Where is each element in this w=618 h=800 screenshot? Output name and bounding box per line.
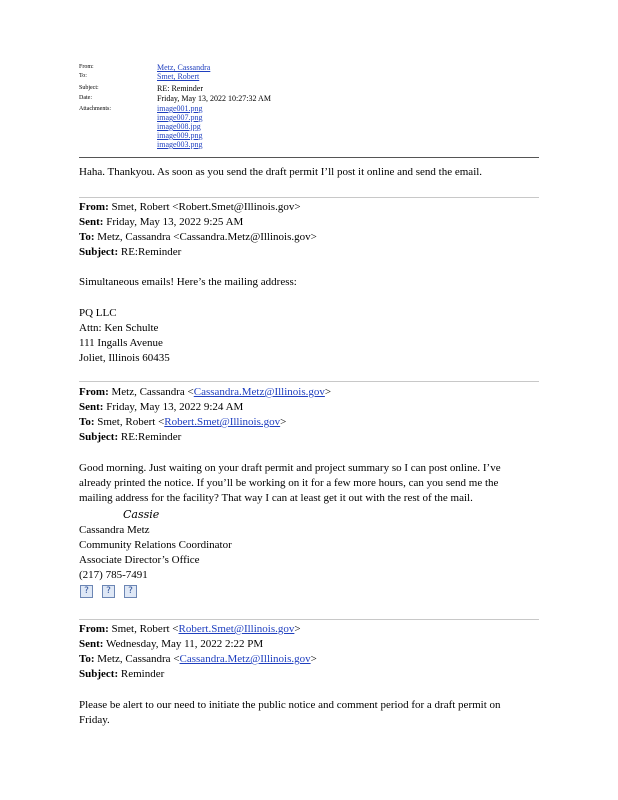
msg3-to-line — [79, 653, 317, 665]
msg1-subject-value: RE:Reminder — [120, 246, 182, 258]
message-divider — [79, 197, 539, 198]
gt-symbol: > — [280, 416, 287, 428]
gt-symbol: > — [324, 386, 332, 398]
msg1-to-label: To: — [79, 231, 95, 243]
msg2-body-line: Good morning. Just waiting on your draft permit and project summary so I can post online. I’ve — [79, 462, 501, 474]
msg2-to-email-link[interactable]: Robert.Smet@Illinois.gov — [164, 416, 281, 428]
msg2-from-label: From: — [79, 386, 109, 398]
msg2-from-email-link[interactable]: Cassandra.Metz@Illinois.gov — [193, 386, 325, 398]
lt-symbol: < — [173, 653, 180, 665]
msg2-subject-label: Subject: — [79, 431, 119, 443]
signature-script: Cassie — [123, 508, 160, 521]
msg3-from-line — [79, 623, 301, 635]
address-line: PQ LLC — [79, 307, 117, 319]
msg3-subject-value: Reminder — [120, 668, 165, 680]
msg2-sent-line — [79, 401, 243, 413]
placeholder-image-icon[interactable]: ? — [80, 585, 93, 598]
msg1-sent-value: Friday, May 13, 2022 9:25 AM — [106, 216, 244, 228]
gt-symbol: > — [294, 623, 301, 635]
msg3-sent-label: Sent: — [79, 638, 104, 650]
msg3-to-label: To: — [79, 653, 95, 665]
msg2-to-label: To: — [79, 416, 95, 428]
from-link[interactable]: Metz, Cassandra — [157, 63, 211, 72]
msg1-body: Simultaneous emails! Here’s the mailing address: — [79, 276, 297, 288]
msg3-body-line: Friday. — [79, 714, 110, 726]
msg2-subject-value: RE:Reminder — [120, 431, 182, 443]
signature-line: (217) 785-7491 — [79, 569, 148, 581]
msg1-sent-line — [79, 216, 243, 228]
msg3-from-name: Smet, Robert — [111, 623, 170, 635]
attachment-link[interactable]: image001.png — [157, 104, 203, 113]
top-message: Haha. Thankyou. As soon as you send the draft permit I’ll post it online and send the email. — [79, 166, 483, 178]
placeholder-image-icon[interactable]: ? — [102, 585, 115, 598]
msg1-from-label: From: — [79, 201, 109, 213]
msg3-sent-line — [79, 638, 263, 650]
date-label: Date: — [79, 95, 92, 101]
placeholder-image-icon[interactable]: ? — [124, 585, 137, 598]
msg1-subject-line — [79, 246, 181, 258]
subject-value: RE: Reminder — [157, 84, 203, 93]
message-divider — [79, 381, 539, 382]
attachments-label: Attachments: — [79, 106, 111, 112]
msg1-to-value: Metz, Cassandra <Cassandra.Metz@Illinois.gov> — [97, 231, 317, 243]
to-label: To: — [79, 73, 87, 79]
attachment-link[interactable]: image007.png — [157, 113, 203, 122]
lt-symbol: < — [158, 416, 165, 428]
header-divider — [79, 157, 539, 158]
msg3-subject-label: Subject: — [79, 668, 119, 680]
msg2-from-line — [79, 386, 331, 398]
lt-symbol: < — [172, 623, 179, 635]
msg3-to-email-link[interactable]: Cassandra.Metz@Illinois.gov — [179, 653, 311, 665]
msg1-from-value: Smet, Robert <Robert.Smet@Illinois.gov> — [111, 201, 301, 213]
signature-line: Community Relations Coordinator — [79, 539, 232, 551]
gt-symbol: > — [310, 653, 317, 665]
address-line: Attn: Ken Schulte — [79, 322, 159, 334]
msg1-sent-label: Sent: — [79, 216, 104, 228]
signature-line: Cassandra Metz — [79, 524, 150, 536]
msg2-from-name: Metz, Cassandra — [111, 386, 185, 398]
message-divider — [79, 619, 539, 620]
msg1-to-line — [79, 231, 317, 243]
msg2-sent-value: Friday, May 13, 2022 9:24 AM — [106, 401, 244, 413]
msg2-body-line: mailing address for the facility? That way I can at least get it out with the rest of the mail. — [79, 492, 473, 504]
attachment-link[interactable]: image009.png — [157, 131, 203, 140]
msg3-subject-line — [79, 668, 164, 680]
msg3-from-label: From: — [79, 623, 109, 635]
address-line: 111 Ingalls Avenue — [79, 337, 163, 349]
to-link[interactable]: Smet, Robert — [157, 72, 200, 81]
msg2-to-line — [79, 416, 286, 428]
msg3-from-email-link[interactable]: Robert.Smet@Illinois.gov — [178, 623, 295, 635]
msg3-sent-value: Wednesday, May 11, 2022 2:22 PM — [106, 638, 264, 650]
attachment-link[interactable]: image003.png — [157, 140, 203, 149]
msg1-subject-label: Subject: — [79, 246, 119, 258]
lt-symbol: < — [187, 386, 194, 398]
msg2-subject-line — [79, 431, 181, 443]
from-label: From: — [79, 64, 94, 70]
attachment-link[interactable]: image008.jpg — [157, 122, 201, 131]
subject-label: Subject: — [79, 85, 99, 91]
msg3-body-line: Please be alert to our need to initiate the public notice and comment period for a draft permit on — [79, 699, 501, 711]
msg2-to-name: Smet, Robert — [97, 416, 156, 428]
msg2-sent-label: Sent: — [79, 401, 104, 413]
msg3-to-name: Metz, Cassandra — [97, 653, 171, 665]
msg2-body-line: already printed the notice. If you’ll be working on it for a few more hours, can you send me the — [79, 477, 499, 489]
date-value: Friday, May 13, 2022 10:27:32 AM — [157, 94, 271, 103]
msg1-from-line — [79, 201, 301, 213]
signature-line: Associate Director’s Office — [79, 554, 200, 566]
address-line: Joliet, Illinois 60435 — [79, 352, 170, 364]
